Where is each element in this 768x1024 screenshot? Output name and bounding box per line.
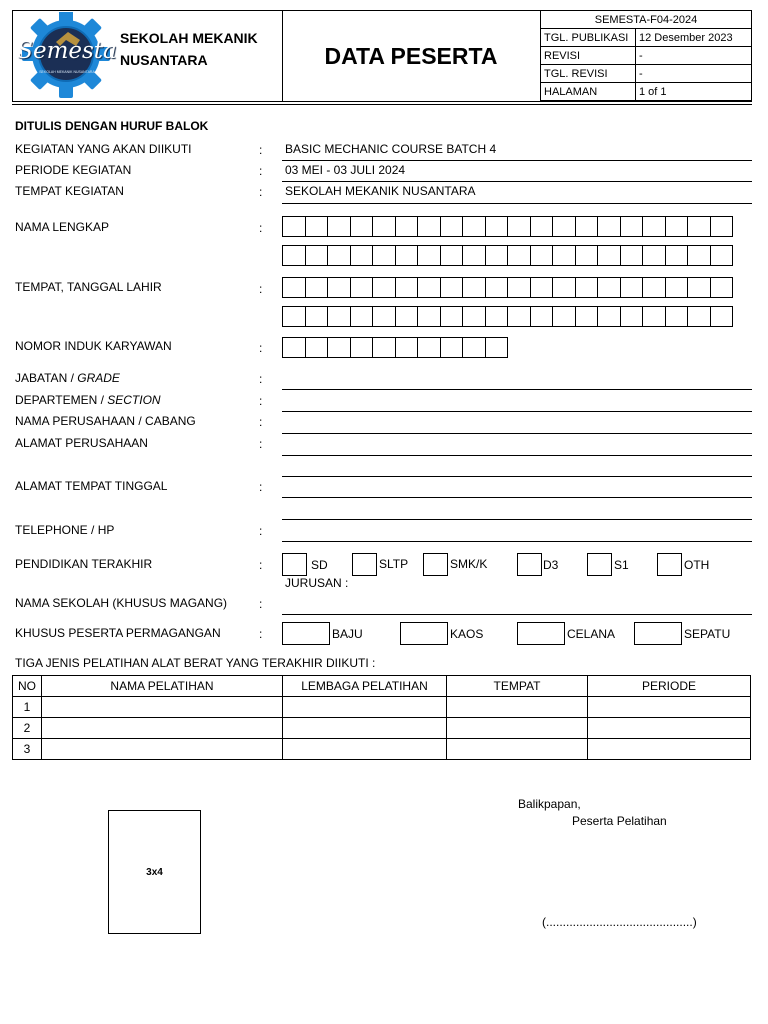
option-label-sltp: SLTP — [379, 557, 409, 571]
letter-box[interactable] — [395, 306, 419, 327]
letter-box[interactable] — [642, 277, 666, 298]
letter-box[interactable] — [710, 216, 734, 237]
letter-box[interactable] — [620, 245, 644, 266]
checkbox-d3[interactable] — [517, 553, 542, 576]
colon: : — [259, 143, 263, 157]
school-name-line2: NUSANTARA — [120, 52, 208, 68]
letter-box[interactable] — [417, 337, 441, 358]
jabatan-label-italic: GRADE — [77, 371, 120, 385]
letter-box[interactable] — [485, 216, 509, 237]
colon: : — [259, 558, 263, 572]
letter-box[interactable] — [327, 306, 351, 327]
page-title: DATA PESERTA — [324, 43, 498, 69]
colon: : — [259, 282, 263, 296]
ttl-boxes-row2[interactable] — [282, 306, 732, 327]
letter-box[interactable] — [327, 245, 351, 266]
letter-box[interactable] — [530, 277, 554, 298]
document-code: SEMESTA-F04-2024 — [541, 11, 752, 29]
letter-box[interactable] — [372, 216, 396, 237]
letter-box[interactable] — [507, 245, 531, 266]
letter-box[interactable] — [552, 277, 576, 298]
table-cell[interactable] — [588, 697, 751, 718]
ttl-boxes-row1[interactable] — [282, 277, 732, 298]
letter-box[interactable] — [597, 306, 621, 327]
colon: : — [259, 394, 263, 408]
kegiatan-label: KEGIATAN YANG AKAN DIIKUTI — [15, 142, 192, 156]
letter-box[interactable] — [665, 216, 689, 237]
table-cell[interactable] — [588, 718, 751, 739]
letter-box[interactable] — [372, 306, 396, 327]
checkbox-sd[interactable] — [282, 553, 307, 576]
option-label-sd: SD — [311, 558, 328, 572]
letter-box[interactable] — [597, 245, 621, 266]
letter-box[interactable] — [485, 245, 509, 266]
letter-box[interactable] — [305, 306, 329, 327]
table-cell[interactable] — [588, 739, 751, 760]
pendidikan-label: PENDIDIKAN TERAKHIR — [15, 557, 153, 571]
school-logo — [14, 12, 120, 98]
table-cell[interactable] — [42, 739, 283, 760]
school-name-line1: SEKOLAH MEKANIK — [120, 30, 258, 46]
perusahaan-line[interactable] — [282, 433, 752, 434]
meta-value-halaman: 1 of 1 — [636, 83, 752, 101]
colon: : — [259, 221, 263, 235]
letter-box[interactable] — [417, 216, 441, 237]
meta-value-revisi: - — [636, 47, 752, 65]
sekolah-line[interactable] — [282, 614, 752, 615]
letter-box[interactable] — [575, 245, 599, 266]
letter-box[interactable] — [620, 277, 644, 298]
letter-box[interactable] — [575, 216, 599, 237]
tempat-value: SEKOLAH MEKANIK NUSANTARA — [285, 184, 476, 198]
colon: : — [259, 437, 263, 451]
header-double-line — [12, 104, 752, 105]
letter-box[interactable] — [687, 277, 711, 298]
jabatan-line[interactable] — [282, 389, 752, 390]
letter-box[interactable] — [710, 306, 734, 327]
letter-box[interactable] — [395, 277, 419, 298]
table-cell[interactable] — [447, 739, 588, 760]
option-label-d3: D3 — [543, 558, 559, 572]
letter-box[interactable] — [282, 216, 306, 237]
letter-box[interactable] — [507, 306, 531, 327]
letter-box[interactable] — [440, 245, 464, 266]
letter-box[interactable] — [530, 216, 554, 237]
letter-box[interactable] — [417, 277, 441, 298]
meta-label-publikasi: TGL. PUBLIKASI — [541, 29, 636, 47]
table-cell[interactable] — [283, 718, 447, 739]
letter-box[interactable] — [372, 337, 396, 358]
checkbox-sltp[interactable] — [352, 553, 377, 576]
letter-box[interactable] — [440, 337, 464, 358]
logo-text: Semesta — [17, 38, 117, 64]
letter-box[interactable] — [350, 245, 374, 266]
letter-box[interactable] — [597, 277, 621, 298]
letter-box[interactable] — [530, 306, 554, 327]
departemen-label-text: DEPARTEMEN / — [15, 393, 108, 407]
meta-label-revisi: REVISI — [541, 47, 636, 65]
letter-box[interactable] — [350, 216, 374, 237]
colon: : — [259, 185, 263, 199]
letter-box[interactable] — [462, 216, 486, 237]
letter-box[interactable] — [305, 337, 329, 358]
letter-box[interactable] — [305, 245, 329, 266]
size-box-celana[interactable] — [517, 622, 565, 645]
checkbox-smk[interactable] — [423, 553, 448, 576]
jurusan-label: JURUSAN : — [285, 576, 349, 590]
alamat-tinggal-line1[interactable] — [282, 497, 752, 498]
signature-placeholder[interactable]: (............................................) — [542, 915, 697, 929]
signature-role: Peserta Pelatihan — [572, 814, 667, 828]
perusahaan-label: NAMA PERUSAHAAN / CABANG — [15, 414, 196, 428]
size-label-kaos: KAOS — [450, 627, 484, 641]
letter-box[interactable] — [395, 337, 419, 358]
instruction-text: DITULIS DENGAN HURUF BALOK — [15, 119, 209, 133]
letter-box[interactable] — [440, 216, 464, 237]
letter-box[interactable] — [417, 306, 441, 327]
training-table — [12, 675, 751, 760]
permagangan-label: KHUSUS PESERTA PERMAGANGAN — [15, 626, 221, 640]
size-label-celana: CELANA — [567, 627, 616, 641]
size-box-baju[interactable] — [282, 622, 330, 645]
letter-box[interactable] — [665, 306, 689, 327]
checkbox-oth[interactable] — [657, 553, 682, 576]
periode-line — [282, 181, 752, 182]
letter-box[interactable] — [350, 306, 374, 327]
letter-box[interactable] — [620, 216, 644, 237]
nama-lengkap-boxes-row1[interactable] — [282, 216, 732, 237]
table-cell[interactable] — [447, 718, 588, 739]
option-label-smk: SMK/K — [450, 557, 488, 571]
nik-boxes[interactable] — [282, 337, 507, 358]
letter-box[interactable] — [372, 277, 396, 298]
table-row — [13, 697, 751, 718]
alamat-perusahaan-label: ALAMAT PERUSAHAAN — [15, 436, 148, 450]
letter-box[interactable] — [507, 216, 531, 237]
size-box-kaos[interactable] — [400, 622, 448, 645]
document-meta-table — [540, 10, 752, 101]
letter-box[interactable] — [710, 245, 734, 266]
departemen-label — [15, 393, 161, 407]
colon: : — [259, 164, 263, 178]
tempat-label: TEMPAT KEGIATAN — [15, 184, 124, 198]
letter-box[interactable] — [462, 245, 486, 266]
letter-box[interactable] — [597, 216, 621, 237]
letter-box[interactable] — [665, 245, 689, 266]
meta-label-halaman: HALAMAN — [541, 83, 636, 101]
jabatan-label-text: JABATAN / — [15, 371, 78, 385]
signature-city: Balikpapan, — [518, 797, 581, 811]
letter-box[interactable] — [485, 306, 509, 327]
checkbox-s1[interactable] — [587, 553, 612, 576]
alamat-tinggal-label: ALAMAT TEMPAT TINGGAL — [15, 479, 168, 493]
option-label-oth: OTH — [684, 558, 710, 572]
table-cell[interactable] — [447, 697, 588, 718]
letter-box[interactable] — [485, 277, 509, 298]
departemen-label-italic: SECTION — [107, 393, 161, 407]
colon: : — [259, 480, 263, 494]
letter-box[interactable] — [485, 337, 509, 358]
letter-box[interactable] — [327, 337, 351, 358]
jabatan-label — [15, 371, 120, 385]
table-cell[interactable] — [283, 739, 447, 760]
letter-box[interactable] — [575, 306, 599, 327]
colon: : — [259, 372, 263, 386]
letter-box[interactable] — [282, 277, 306, 298]
colon: : — [259, 524, 263, 538]
letter-box[interactable] — [305, 277, 329, 298]
table-cell[interactable] — [42, 697, 283, 718]
sekolah-label: NAMA SEKOLAH (KHUSUS MAGANG) — [15, 596, 228, 610]
row-number: 1 — [13, 697, 42, 718]
colon: : — [259, 597, 263, 611]
letter-box[interactable] — [372, 245, 396, 266]
nama-lengkap-label: NAMA LENGKAP — [15, 220, 110, 234]
letter-box[interactable] — [687, 216, 711, 237]
letter-box[interactable] — [575, 277, 599, 298]
letter-box[interactable] — [395, 245, 419, 266]
letter-box[interactable] — [552, 245, 576, 266]
letter-box[interactable] — [305, 216, 329, 237]
colon: : — [259, 341, 263, 355]
letter-box[interactable] — [552, 306, 576, 327]
letter-box[interactable] — [282, 337, 306, 358]
meta-value-tgl-revisi: - — [636, 65, 752, 83]
letter-box[interactable] — [665, 277, 689, 298]
letter-box[interactable] — [507, 277, 531, 298]
letter-box[interactable] — [687, 306, 711, 327]
row-number: 2 — [13, 718, 42, 739]
tempat-line — [282, 203, 752, 204]
letter-box[interactable] — [440, 306, 464, 327]
option-label-s1: S1 — [614, 558, 629, 572]
table-cell[interactable] — [42, 718, 283, 739]
letter-box[interactable] — [395, 216, 419, 237]
meta-value-publikasi: 12 Desember 2023 — [636, 29, 752, 47]
photo-label: 3x4 — [146, 867, 163, 878]
colon: : — [259, 627, 263, 641]
colon: : — [259, 415, 263, 429]
letter-box[interactable] — [462, 306, 486, 327]
letter-box[interactable] — [440, 277, 464, 298]
column-header-periode: PERIODE — [588, 676, 751, 697]
training-heading: TIGA JENIS PELATIHAN ALAT BERAT YANG TERAKHIR DIIKUTI : — [15, 656, 376, 670]
letter-box[interactable] — [642, 306, 666, 327]
periode-label: PERIODE KEGIATAN — [15, 163, 132, 177]
letter-box[interactable] — [282, 306, 306, 327]
letter-box[interactable] — [620, 306, 644, 327]
alamat-tinggal-line2[interactable] — [282, 519, 752, 520]
table-row — [13, 739, 751, 760]
letter-box[interactable] — [462, 337, 486, 358]
column-header-tempat: TEMPAT — [447, 676, 588, 697]
kegiatan-line — [282, 160, 752, 161]
size-label-baju: BAJU — [332, 627, 363, 641]
telephone-line[interactable] — [282, 541, 752, 542]
kegiatan-value: BASIC MECHANIC COURSE BATCH 4 — [285, 142, 497, 156]
nama-lengkap-boxes-row2[interactable] — [282, 245, 732, 266]
letter-box[interactable] — [350, 277, 374, 298]
alamat-perusahaan-line2[interactable] — [282, 476, 752, 477]
periode-value: 03 MEI - 03 JULI 2024 — [285, 163, 406, 177]
telephone-label: TELEPHONE / HP — [15, 523, 115, 537]
letter-box[interactable] — [282, 245, 306, 266]
logo-subtext: SEKOLAH MEKANIK NUSANTARA — [39, 70, 95, 74]
letter-box[interactable] — [642, 216, 666, 237]
table-header-row — [13, 676, 751, 697]
letter-box[interactable] — [462, 277, 486, 298]
letter-box[interactable] — [530, 245, 554, 266]
alamat-perusahaan-line1[interactable] — [282, 455, 752, 456]
column-header-no: NO — [13, 676, 42, 697]
table-cell[interactable] — [283, 697, 447, 718]
table-row — [13, 718, 751, 739]
meta-label-tgl-revisi: TGL. REVISI — [541, 65, 636, 83]
letter-box[interactable] — [552, 216, 576, 237]
letter-box[interactable] — [327, 277, 351, 298]
size-label-sepatu: SEPATU — [684, 627, 731, 641]
letter-box[interactable] — [642, 245, 666, 266]
ttl-label: TEMPAT, TANGGAL LAHIR — [15, 280, 162, 294]
letter-box[interactable] — [687, 245, 711, 266]
column-header-lembaga: LEMBAGA PELATIHAN — [283, 676, 447, 697]
column-header-nama: NAMA PELATIHAN — [42, 676, 283, 697]
letter-box[interactable] — [710, 277, 734, 298]
size-box-sepatu[interactable] — [634, 622, 682, 645]
letter-box[interactable] — [350, 337, 374, 358]
nik-label: NOMOR INDUK KARYAWAN — [15, 339, 172, 353]
letter-box[interactable] — [327, 216, 351, 237]
row-number: 3 — [13, 739, 42, 760]
departemen-line[interactable] — [282, 411, 752, 412]
letter-box[interactable] — [417, 245, 441, 266]
